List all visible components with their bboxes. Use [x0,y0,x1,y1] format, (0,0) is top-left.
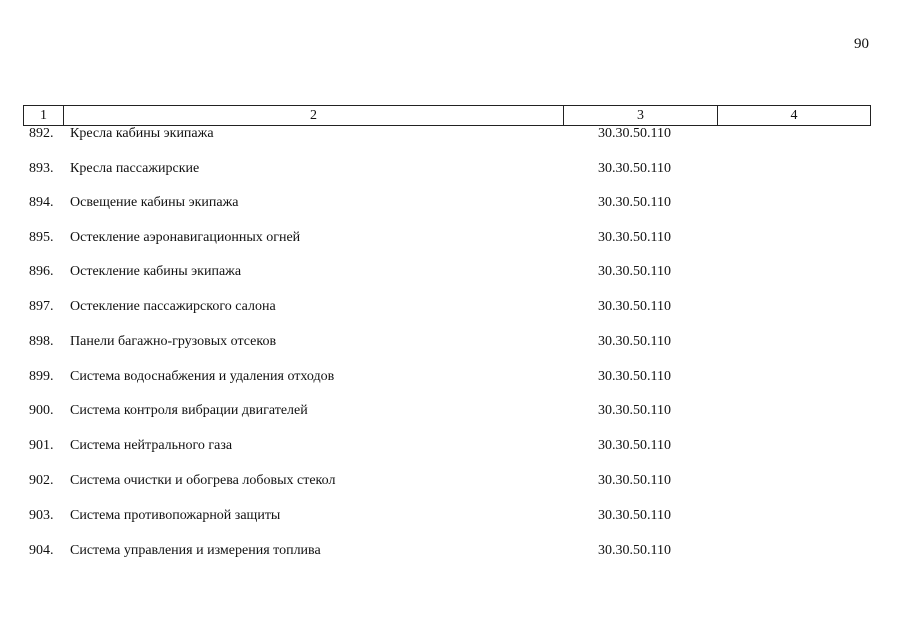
row-code: 30.30.50.110 [598,195,671,210]
table-row [0,543,905,563]
row-code: 30.30.50.110 [598,126,671,141]
row-number: 895. [29,230,54,245]
page-number: 90 [854,36,869,52]
table-row [0,230,905,250]
table-row [0,161,905,181]
row-code: 30.30.50.110 [598,230,671,245]
row-code: 30.30.50.110 [598,369,671,384]
row-name: Остекление аэронавигационных огней [70,230,301,245]
row-number: 901. [29,438,54,453]
row-code: 30.30.50.110 [598,508,671,523]
row-name: Кресла кабины экипажа [70,126,214,141]
row-name: Система противопожарной защиты [70,508,281,523]
row-name: Панели багажно-грузовых отсеков [70,334,277,349]
row-code: 30.30.50.110 [598,161,671,176]
row-name: Система управления и измерения топлива [70,543,321,558]
table-row [0,438,905,458]
row-number: 894. [29,195,54,210]
row-name: Остекление пассажирского салона [70,299,276,314]
table-row [0,403,905,423]
row-number: 892. [29,126,54,141]
row-name: Система водоснабжения и удаления отходов [70,369,335,384]
row-code: 30.30.50.110 [598,334,671,349]
header-col-3: 3 [564,106,718,125]
table-header [23,105,871,126]
row-code: 30.30.50.110 [598,299,671,314]
row-number: 902. [29,473,54,488]
row-number: 900. [29,403,54,418]
row-code: 30.30.50.110 [598,473,671,488]
row-number: 903. [29,508,54,523]
row-name: Остекление кабины экипажа [70,264,242,279]
table-row [0,369,905,389]
table-row [0,334,905,354]
row-number: 893. [29,161,54,176]
row-number: 898. [29,334,54,349]
table-row [0,195,905,215]
row-number: 904. [29,543,54,558]
row-number: 896. [29,264,54,279]
row-name: Система контроля вибрации двигателей [70,403,308,418]
row-code: 30.30.50.110 [598,438,671,453]
row-code: 30.30.50.110 [598,264,671,279]
table-row [0,126,905,146]
table-row [0,508,905,528]
table-row [0,299,905,319]
row-name: Кресла пассажирские [70,161,200,176]
row-name: Система очистки и обогрева лобовых стекол [70,473,336,488]
row-number: 899. [29,369,54,384]
header-col-1: 1 [24,106,64,125]
header-col-4: 4 [790,107,798,123]
table-row [0,473,905,493]
row-name: Освещение кабины экипажа [70,195,239,210]
row-code: 30.30.50.110 [598,403,671,418]
row-name: Система нейтрального газа [70,438,233,453]
table-row [0,264,905,284]
row-number: 897. [29,299,54,314]
row-code: 30.30.50.110 [598,543,671,558]
header-col-2: 2 [64,106,564,125]
